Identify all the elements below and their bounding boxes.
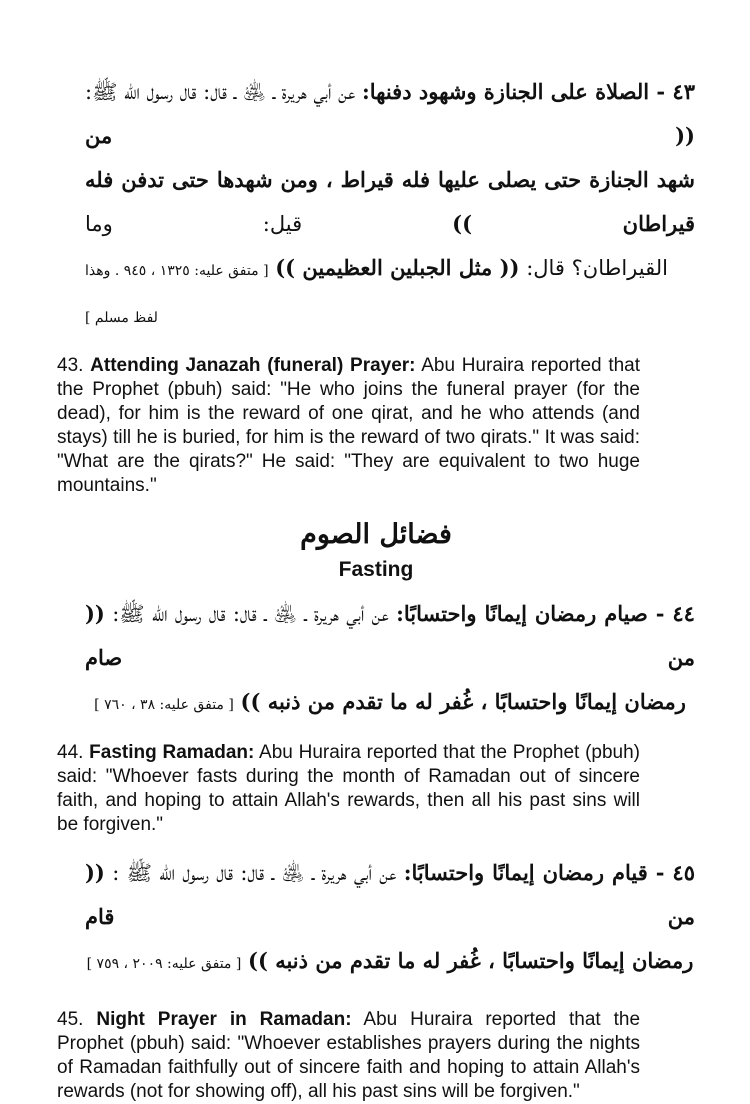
hadith-44-arabic-title: ٤٤ - صيام رمضان إيمانًا واحتسابًا: <box>396 601 695 626</box>
hadith-45-title: Night Prayer in Ramadan: <box>96 1009 352 1030</box>
hadith-45-body: Abu Huraira reported that the Prophet (pbuh) said: "Whoever establishes prayers during the nights of Ramadan faithfully out of sincere faith and hoping to attain Allah's rewards (not for showing off), all his past sins will be forgiven." <box>57 1009 641 1102</box>
hadith-44-english-paragraph <box>57 741 640 837</box>
hadith-43-citation: [ متفق عليه: ١٣٢٥ ، ٩٤٥ . وهذا لفظ مسلم ] <box>85 263 269 326</box>
hadith-45-arabic-quote-start: (( من قام <box>85 860 695 929</box>
hadith-45-arabic <box>85 851 695 986</box>
section-title-english: Fasting <box>338 558 414 581</box>
hadith-44-arabic-chain: عن أبي هريرة ـ ﵁ ـ قال: قال رسول الله ﷺ: <box>112 602 389 626</box>
hadith-43-arabic <box>85 70 695 340</box>
hadith-43-arabic-quote-2: (( مثل الجبلين العظيمين )) <box>275 255 520 280</box>
hadith-43-arabic-lead: القيراطان؟ قال: <box>526 256 668 280</box>
hadith-44-arabic-line-1 <box>85 592 695 680</box>
hadith-44-arabic-quote: رمضان إيمانًا واحتسابًا ، غُفر له ما تقدم من ذنبه )) <box>240 689 686 714</box>
hadith-43-arabic-chain: عن أبي هريرة ـ ﵁ ـ قال: قال رسول الله ﷺ: <box>85 80 356 104</box>
hadith-43-arabic-line-3 <box>85 246 695 340</box>
hadith-45-arabic-line-2 <box>85 939 695 986</box>
hadith-43-body: Abu Huraira reported that the Prophet (pbuh) said: "He who joins the funeral prayer (for the dead), for him is the reward of one qirat, and he who attends (and stays) till he is buried, for him is the reward of two qirats." It was said: "What are the qirats?" He said: "They are equivalent to two huge mountains." <box>57 355 641 496</box>
hadith-45-citation: [ متفق عليه: ٢٠٠٩ ، ٧٥٩ ] <box>86 956 242 972</box>
hadith-43-number: 43. <box>57 355 84 376</box>
hadith-45-arabic-chain: عن أبي هريرة ـ ﵁ ـ قال: قال رسول الله ﷺ : <box>112 861 397 885</box>
hadith-45-number: 45. <box>57 1009 84 1030</box>
hadith-43-arabic-quote: شهد الجنازة حتى يصلى عليها فله قيراط ، ومن شهدها حتى تدفن فله قيراطان )) <box>85 167 695 236</box>
hadith-44-citation: [ متفق عليه: ٣٨ ، ٧٦٠ ] <box>94 697 234 713</box>
hadith-43-arabic-line-2 <box>85 158 695 246</box>
hadith-44-arabic-line-2 <box>85 680 695 727</box>
hadith-43-title: Attending Janazah (funeral) Prayer: <box>90 355 416 376</box>
hadith-44-body: Abu Huraira reported that the Prophet (pbuh) said: "Whoever fasts during the month of Ramadan out of sincere faith, and hoping to attain Allah's rewards, then all his past sins will be forgiven." <box>57 742 640 835</box>
hadith-44-title: Fasting Ramadan: <box>89 742 255 763</box>
hadith-45-arabic-quote: رمضان إيمانًا واحتسابًا ، غُفر له ما تقدم من ذنبه )) <box>248 948 694 973</box>
hadith-44-arabic-quote-start: (( من صام <box>85 601 695 670</box>
section-title-arabic: فضائل الصوم <box>300 519 452 550</box>
hadith-45-arabic-title: ٤٥ - قيام رمضان إيمانًا واحتسابًا: <box>403 860 695 885</box>
hadith-43-arabic-quote-start: (( من <box>85 123 695 148</box>
hadith-43-arabic-title: ٤٣ - الصلاة على الجنازة وشهود دفنها: <box>362 79 695 104</box>
hadith-43-arabic-line-1 <box>85 70 695 158</box>
hadith-43-english-paragraph <box>57 354 640 498</box>
hadith-45-arabic-line-1 <box>85 851 695 939</box>
hadith-43-arabic-tail: قيل: وما <box>85 212 303 236</box>
hadith-44-arabic <box>85 592 695 727</box>
hadith-44-number: 44. <box>57 742 84 763</box>
hadith-45-english-paragraph <box>57 1008 640 1104</box>
